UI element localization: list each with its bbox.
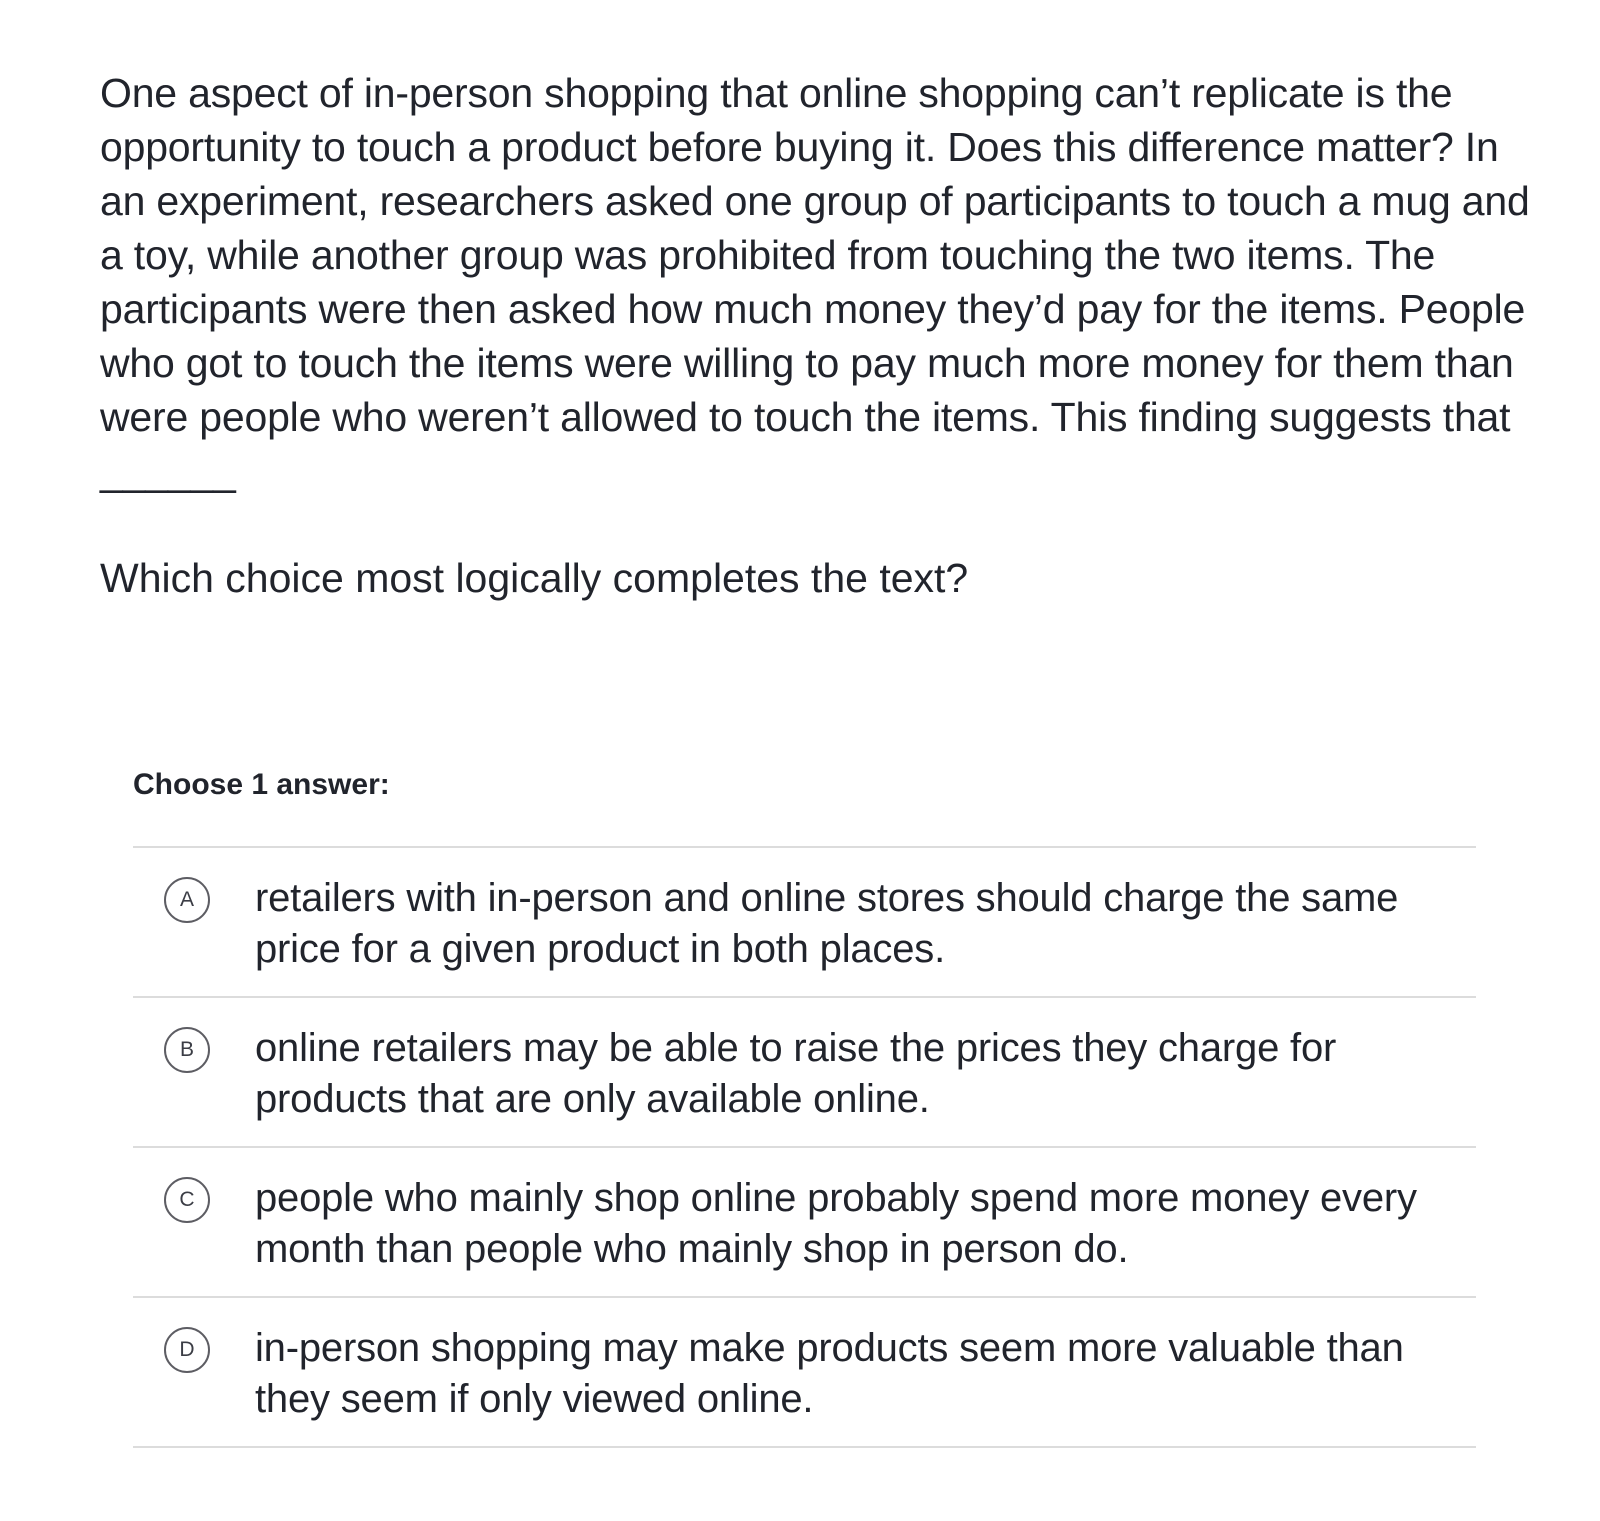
- question-prompt: Which choice most logically completes the text?: [100, 555, 969, 601]
- choose-answer-label: Choose 1 answer:: [133, 768, 390, 801]
- choice-a[interactable]: [133, 848, 1476, 998]
- choice-d[interactable]: [133, 1298, 1476, 1448]
- choice-a-text: retailers with in-person and online stores should charge the same price for a given product in both places.: [255, 876, 1399, 971]
- choice-c-radio[interactable]: C: [164, 1177, 210, 1223]
- choice-c-text: people who mainly shop online probably spend more money every month than people who mainly shop in person do.: [255, 1176, 1417, 1271]
- passage-text: One aspect of in-person shopping that online shopping can’t replicate is the opportunity to touch a product before buying it. Does this difference matter? In an experiment, researchers asked one group of participants to touch a mug and a toy, while another group was prohibited from touching the two items. The participants were then asked how much money they’d pay for the items. People who got to touch the items were willing to pay much more money for them than were people who weren’t allowed to touch the items. This finding suggests that ______: [100, 70, 1530, 494]
- choice-a-radio[interactable]: A: [164, 877, 210, 923]
- choice-b-text: online retailers may be able to raise the prices they charge for products that are only available online.: [255, 1026, 1337, 1121]
- choice-b[interactable]: [133, 998, 1476, 1148]
- choice-b-radio[interactable]: B: [164, 1027, 210, 1073]
- answer-choices: [133, 846, 1476, 1448]
- choice-c[interactable]: [133, 1148, 1476, 1298]
- choice-d-text: in-person shopping may make products seem more valuable than they seem if only viewed online.: [255, 1326, 1404, 1421]
- choice-d-radio[interactable]: D: [164, 1327, 210, 1373]
